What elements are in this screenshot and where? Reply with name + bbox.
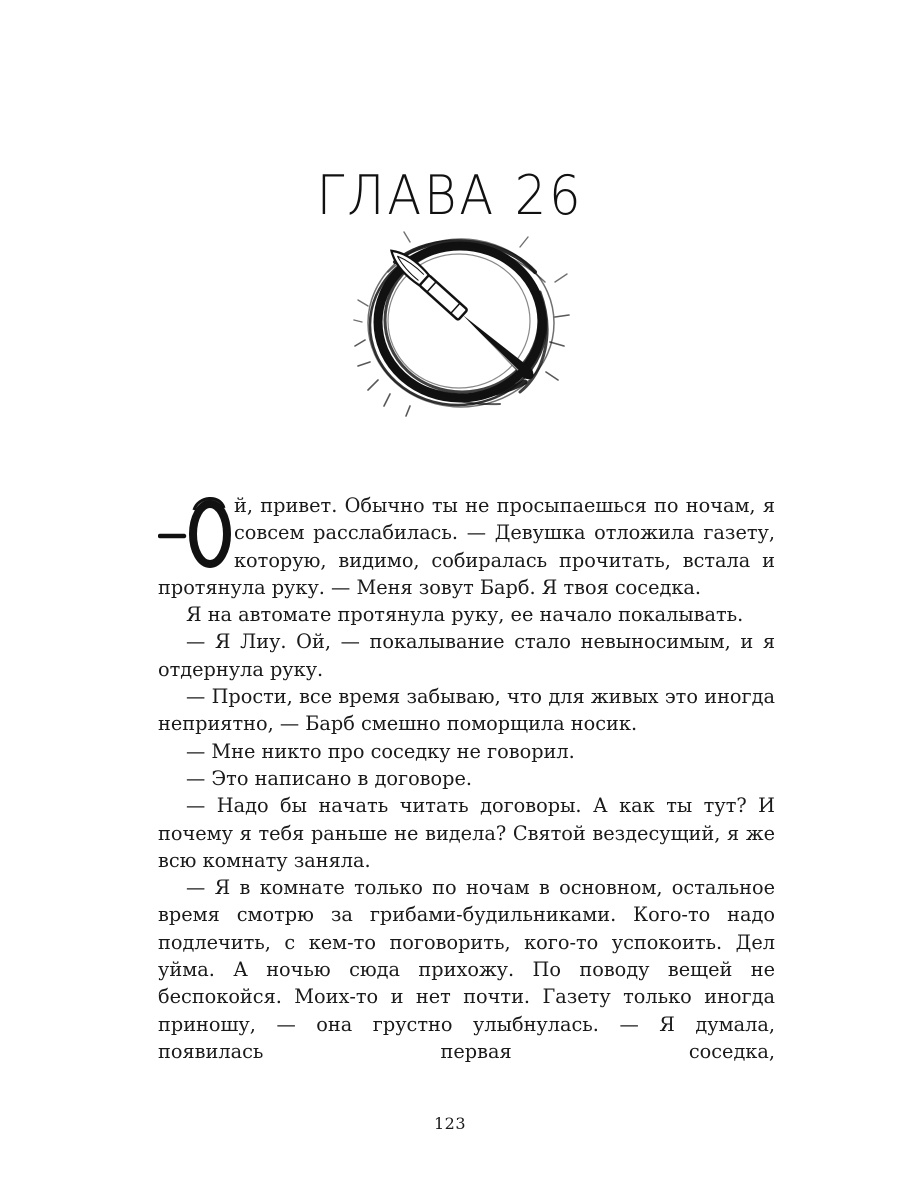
paragraph-5: — Мне никто про соседку не говорил.	[186, 739, 575, 763]
paragraph-1: й, привет. Обычно ты не просыпаешься по ночам, я совсем расслабилась. — Девушка отложила газету, которую, видимо, собиралась прочитать, встала и протянула руку. — Меня зовут Барб. Я твоя соседка.	[158, 494, 775, 599]
paragraph-7: — Надо бы начать читать договоры. А как ты тут? И почему я тебя раньше не видела? Святой вездесущий, я же всю комнату заняла.	[158, 794, 775, 872]
chapter-title: ГЛАВА 26	[316, 164, 584, 228]
paragraph-4: — Прости, все время забываю, что для живых это иногда неприятно, — Барб смешно поморщила носик.	[158, 685, 775, 736]
paragraph-6: — Это написано в договоре.	[186, 766, 473, 790]
paragraph-8: — Я в комнате только по ночам в основном, остальное время смотрю за грибами-будильниками. Кого-то надо подлечить, с кем-то поговорить, кого-то успокоить. Дел уйма. А ночью сюда прихожу. По поводу вещей не беспокойся. Моих-то и нет почти. Газету только иногда приношу, — она грустно улыбнулась. — Я думала, появилась первая соседка,	[158, 876, 775, 1063]
paragraph-2: Я на автомате протянула руку, ее начало покалывать.	[186, 603, 744, 627]
dropcap-o	[158, 496, 230, 566]
paintbrush-in-ink-circle-icon	[350, 222, 576, 418]
page-number: 123	[433, 1114, 467, 1133]
paragraph-3: — Я Лиу. Ой, — покалывание стало невыносимым, и я отдернула руку.	[158, 630, 775, 681]
chapter-text	[158, 492, 775, 1065]
